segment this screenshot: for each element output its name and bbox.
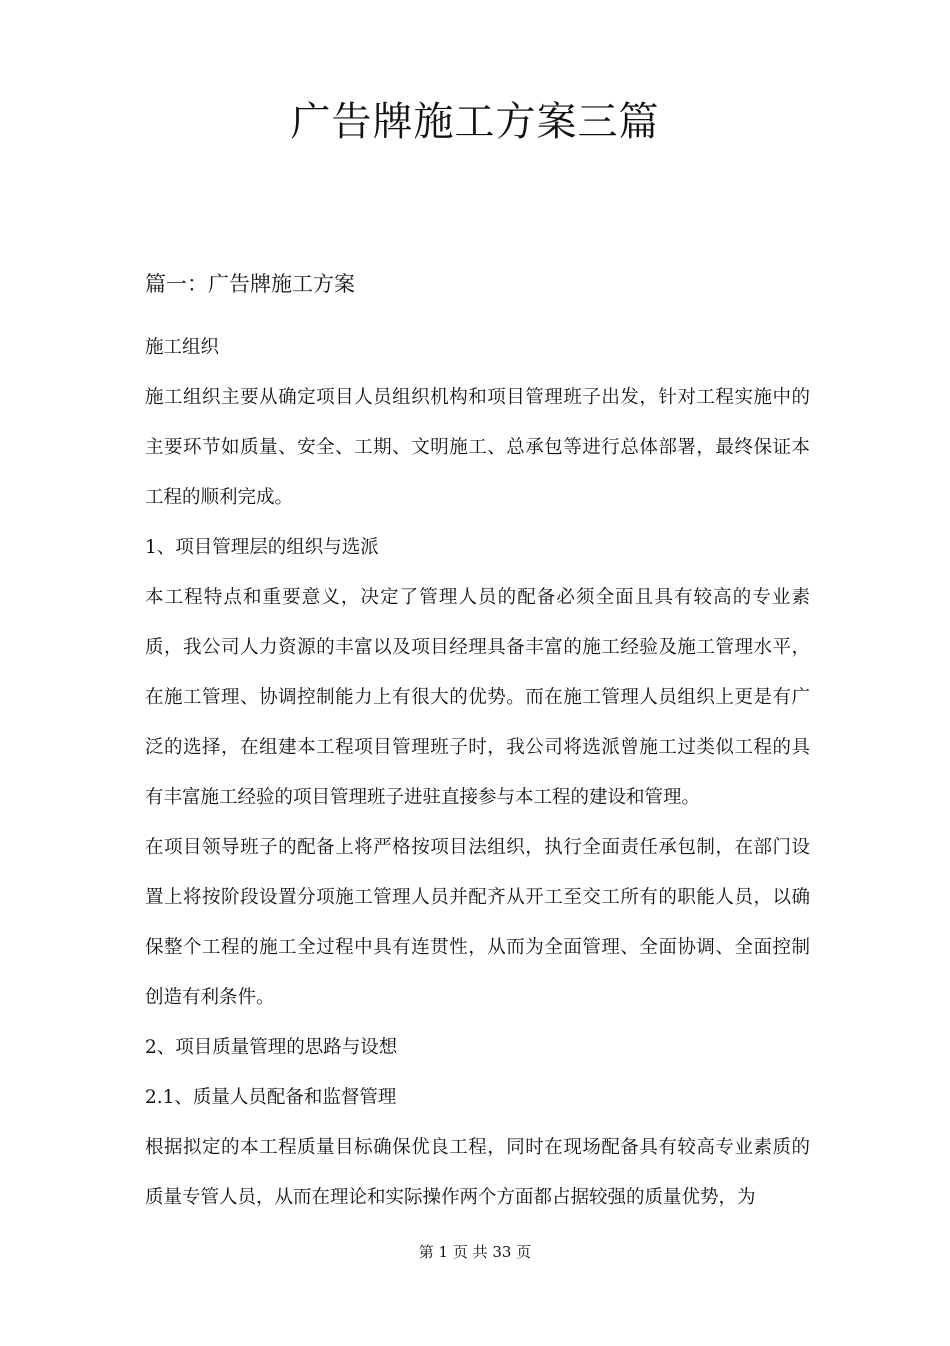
paragraph-heading-quality-staff: 2.1、质量人员配备和监督管理 [145,1087,397,1108]
section-heading: 篇一：广告牌施工方案 [145,272,355,296]
page-footer: 第 1 页 共 33 页 [418,1243,532,1261]
paragraph-heading-management: 1、项目管理层的组织与选派 [145,537,379,558]
paragraph-heading-organization: 施工组织 [145,337,220,358]
document-title: 广告牌施工方案三篇 [290,99,660,145]
paragraph-heading-quality: 2、项目质量管理的思路与设想 [145,1037,398,1058]
paragraph-management-staffing: 本工程特点和重要意义，决定了管理人员的配备必须全面且具有较高的专业素质，我公司人力资源的丰富以及项目经理具备丰富的施工经验及施工管理水平，在施工管理、协调控制能力上有很大的优势。而在施工管理人员组织上更是有广泛的选择，在组建本工程项目管理班子时，我公司将选派曾施工过类似工程的具有丰富施工经验的项目管理班子进驻直接参与本工程的建设和管理。 [145,587,810,808]
paragraph-organization-intro: 施工组织主要从确定项目人员组织机构和项目管理班子出发，针对工程实施中的主要环节如质量、安全、工期、文明施工、总承包等进行总体部署，最终保证本工程的顺利完成。 [145,387,810,508]
paragraph-quality-goal: 根据拟定的本工程质量目标确保优良工程，同时在现场配备具有较高专业素质的质量专管人员，从而在理论和实际操作两个方面都占据较强的质量优势，为 [145,1137,810,1208]
paragraph-leadership: 在项目领导班子的配备上将严格按项目法组织，执行全面责任承包制，在部门设置上将按阶段设置分项施工管理人员并配齐从开工至交工所有的职能人员，以确保整个工程的施工全过程中具有连贯性，从而为全面管理、全面协调、全面控制创造有利条件。 [145,837,810,1008]
document-body [145,266,810,1223]
